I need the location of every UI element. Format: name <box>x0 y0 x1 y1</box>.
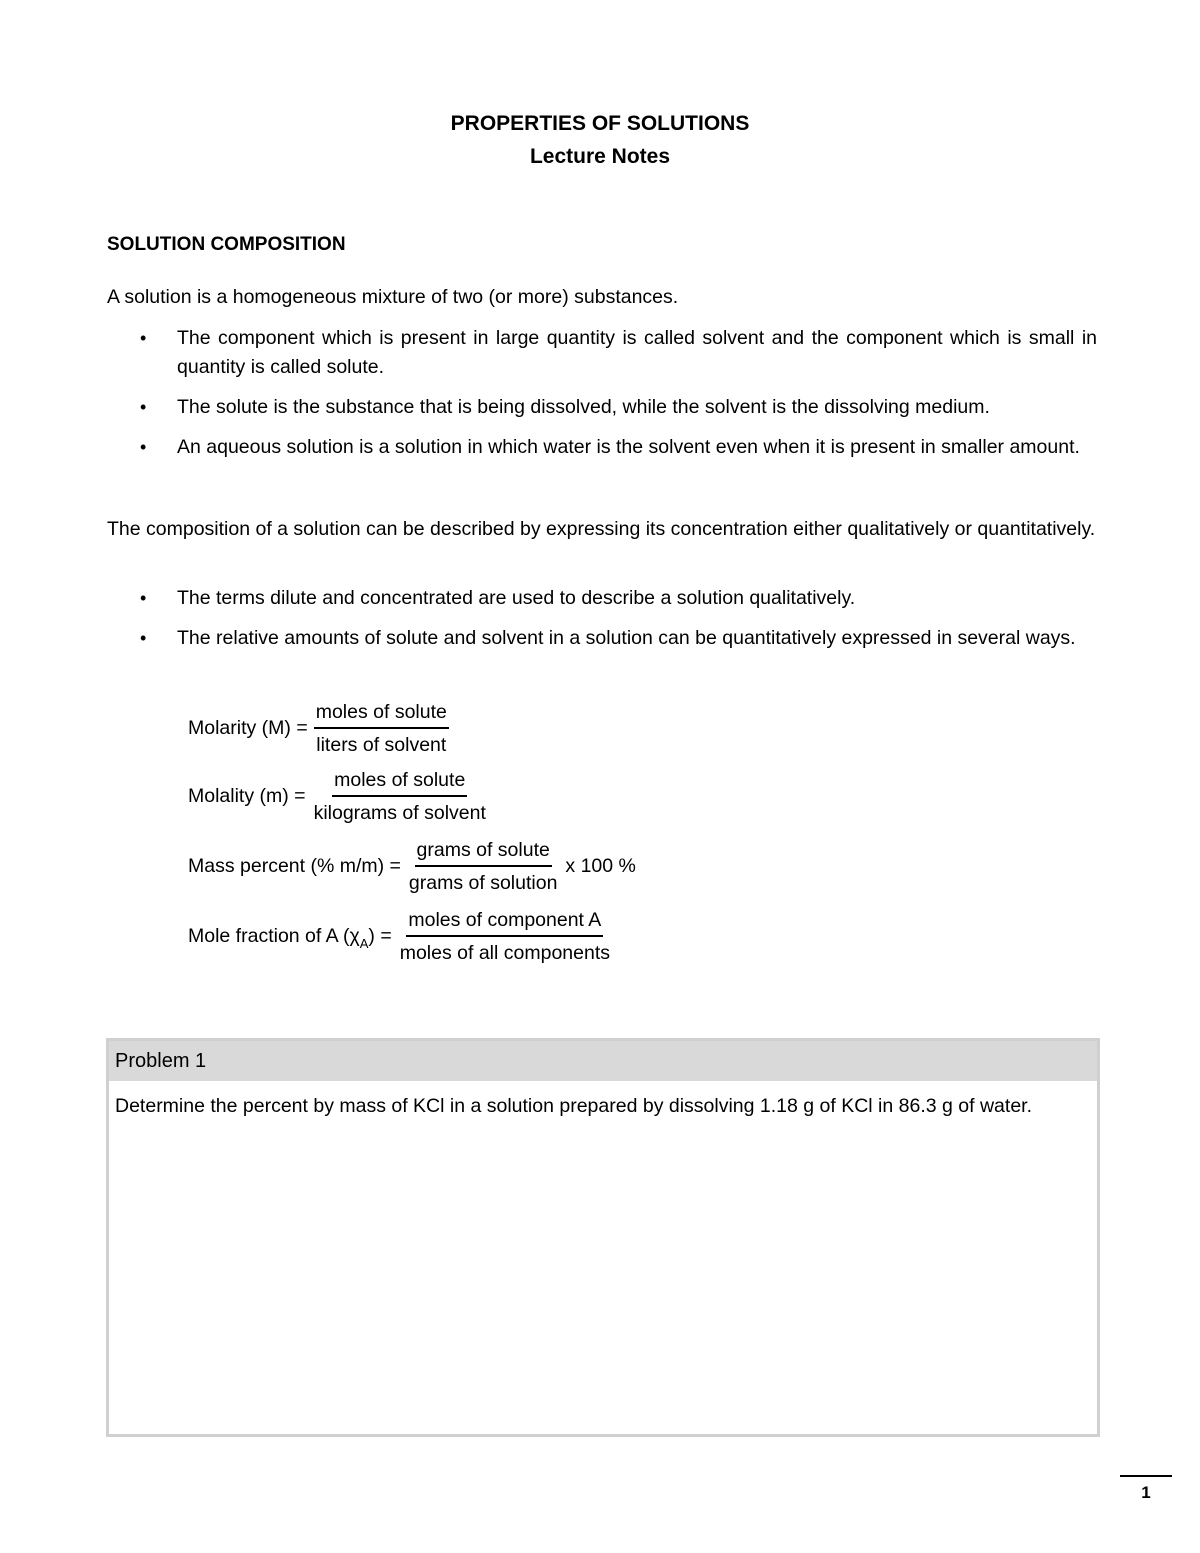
fraction-denominator: grams of solution <box>408 872 558 894</box>
composition-paragraph: The composition of a solution can be described by expressing its concentration either qualitatively or quantitatively. <box>107 518 1096 540</box>
fraction <box>407 838 560 895</box>
formula-label-pre: Mole fraction of A (χ <box>188 925 360 947</box>
fraction <box>398 908 612 965</box>
bullet-text: The solute is the substance that is being dissolved, while the solvent is the dissolving medium. <box>177 396 990 418</box>
document-subtitle: Lecture Notes <box>529 145 671 168</box>
mass-percent-formula <box>188 838 636 895</box>
problem-text: Determine the percent by mass of KCl in a solution prepared by dissolving 1.18 g of KCl in 86.3 g of water. <box>115 1095 1032 1117</box>
fraction-denominator: kilograms of solvent <box>313 802 486 824</box>
fraction-denominator: liters of solvent <box>316 734 447 756</box>
bullet-list-2 <box>107 584 1097 653</box>
list-item <box>107 584 1097 613</box>
bullet-list-1 <box>107 324 1097 462</box>
problem-box <box>106 1038 1100 1437</box>
section-heading: SOLUTION COMPOSITION <box>107 234 346 255</box>
fraction <box>314 700 449 757</box>
list-item <box>107 393 1097 422</box>
bullet-icon: • <box>140 437 147 457</box>
problem-title: Problem 1 <box>109 1041 1097 1084</box>
molality-formula <box>188 768 494 825</box>
formula-label: Molarity (M) = <box>188 717 308 739</box>
formula-label: Molality (m) = <box>188 785 306 807</box>
fraction-numerator: moles of component A <box>406 908 603 937</box>
formula-suffix: x 100 % <box>565 855 636 877</box>
list-item <box>107 624 1097 653</box>
formula-label: Mass percent (% m/m) = <box>188 855 401 877</box>
list-item <box>107 433 1097 462</box>
formula-label <box>188 925 392 951</box>
bullet-text: The terms dilute and concentrated are used to describe a solution qualitatively. <box>177 587 856 609</box>
bullet-icon: • <box>140 628 147 648</box>
page-number-rule <box>1120 1475 1172 1477</box>
intro-paragraph: A solution is a homogeneous mixture of two (or more) substances. <box>107 286 679 308</box>
mole-fraction-formula <box>188 908 618 965</box>
fraction-numerator: moles of solute <box>314 700 449 729</box>
fraction <box>312 768 488 825</box>
bullet-text: The component which is present in large quantity is called solvent and the component which is small in quantity is called solute. <box>177 327 1097 378</box>
bullet-icon: • <box>140 588 147 608</box>
document-title: PROPERTIES OF SOLUTIONS <box>450 112 750 135</box>
bullet-icon: • <box>140 397 147 417</box>
bullet-text: An aqueous solution is a solution in which water is the solvent even when it is present in smaller amount. <box>177 436 1080 458</box>
bullet-text: The relative amounts of solute and solvent in a solution can be quantitatively expressed in several ways. <box>177 627 1076 649</box>
fraction-numerator: moles of solute <box>332 768 467 797</box>
fraction-denominator: moles of all components <box>399 942 610 964</box>
bullet-icon: • <box>140 328 147 348</box>
list-item <box>107 324 1097 382</box>
molarity-formula <box>188 700 455 757</box>
page-number: 1 <box>1141 1483 1151 1502</box>
formula-label-subscript: A <box>359 936 369 951</box>
formula-label-post: ) = <box>368 925 392 947</box>
fraction-numerator: grams of solute <box>415 838 552 867</box>
